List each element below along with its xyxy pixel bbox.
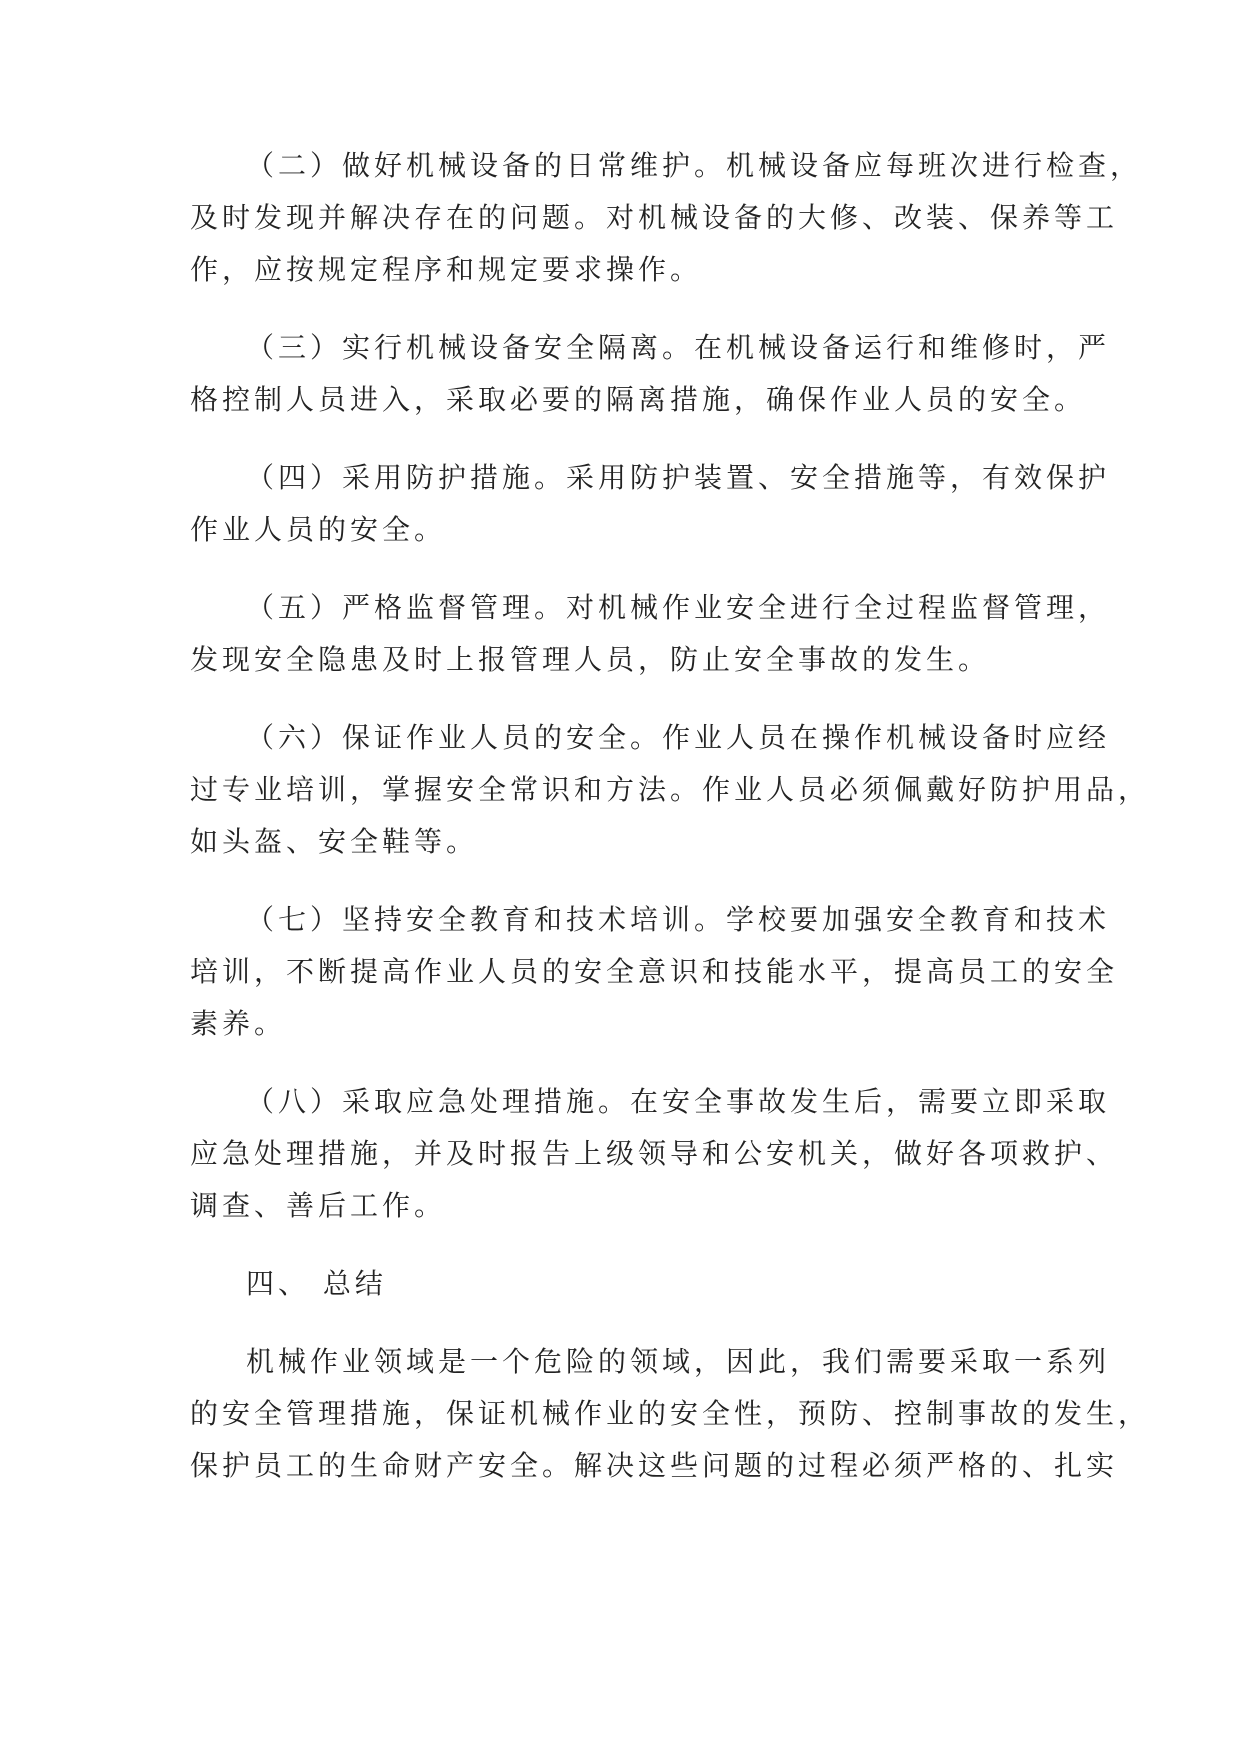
text-line: 素养。 [190, 1007, 287, 1040]
paragraph-protection [190, 452, 1111, 556]
text-line: 及时发现并解决存在的问题。对机械设备的大修、改装、保养等工 [190, 201, 1119, 234]
paragraph-summary [190, 1336, 1151, 1492]
text-line: （七）坚持安全教育和技术培训。学校要加强安全教育和技术 [246, 903, 1111, 936]
paragraph-supervision [190, 582, 1111, 686]
text-line: 的安全管理措施，保证机械作业的安全性，预防、控制事故的发生， [190, 1397, 1151, 1430]
text-line: （二）做好机械设备的日常维护。机械设备应每班次进行检查， [246, 149, 1143, 182]
text-line: 如头盔、安全鞋等。 [190, 825, 479, 858]
text-line: （八）采取应急处理措施。在安全事故发生后，需要立即采取 [246, 1085, 1111, 1118]
section-heading [190, 1258, 1080, 1310]
text-line: （三）实行机械设备安全隔离。在机械设备运行和维修时，严 [246, 331, 1111, 364]
text-line: 应急处理措施，并及时报告上级领导和公安机关，做好各项救护、 [190, 1137, 1119, 1170]
text-line: 作，应按规定程序和规定要求操作。 [190, 253, 703, 286]
text-line: 培训，不断提高作业人员的安全意识和技能水平，提高员工的安全 [190, 955, 1119, 988]
text-line: （五）严格监督管理。对机械作业安全进行全过程监督管理， [246, 591, 1111, 624]
text-line: 调查、善后工作。 [190, 1189, 447, 1222]
document-body [190, 140, 1151, 1518]
paragraph-maintenance [190, 140, 1143, 296]
text-line: 保护员工的生命财产安全。解决这些问题的过程必须严格的、扎实 [190, 1449, 1119, 1482]
text-line: （四）采用防护措施。采用防护装置、安全措施等，有效保护 [246, 461, 1111, 494]
text-line: 格控制人员进入，采取必要的隔离措施，确保作业人员的安全。 [190, 383, 1087, 416]
heading-text: 四、 总结 [246, 1267, 387, 1300]
text-line: 机械作业领域是一个危险的领域，因此，我们需要采取一系列 [246, 1345, 1111, 1378]
paragraph-worker-safety [190, 712, 1151, 868]
paragraph-training [190, 894, 1119, 1050]
text-line: 发现安全隐患及时上报管理人员，防止安全事故的发生。 [190, 643, 991, 676]
text-line: （六）保证作业人员的安全。作业人员在操作机械设备时应经 [246, 721, 1111, 754]
paragraph-isolation [190, 322, 1111, 426]
text-line: 过专业培训，掌握安全常识和方法。作业人员必须佩戴好防护用品， [190, 773, 1151, 806]
text-line: 作业人员的安全。 [190, 513, 447, 546]
paragraph-emergency [190, 1076, 1119, 1232]
